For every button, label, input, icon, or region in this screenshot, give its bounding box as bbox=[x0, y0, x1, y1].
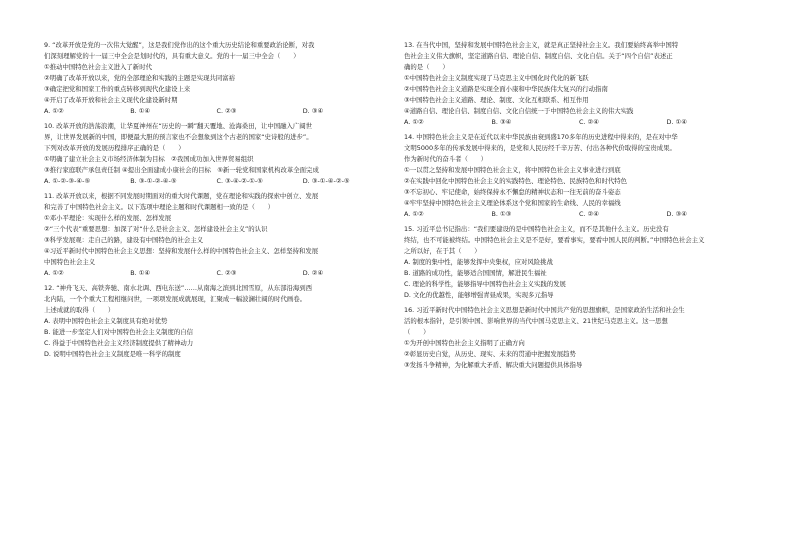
q12-option-c: C. 得益于中国特色社会主义经济制度提供了精神动力 bbox=[44, 339, 194, 347]
q15-option-b: B. 道路的成功性，能够适合国国情，解进民生福祉 bbox=[404, 269, 547, 277]
q16-item-1: ①为开创中国特色社会主义指明了正确方向 bbox=[404, 339, 525, 347]
q15-stem-line-1: 15. 习近平总书记指出：“我们要建设的是中国特色社会主义，而不是其他什么主义。历史没有 bbox=[404, 225, 669, 233]
q9-stem-line-1: 9. “改革开放是党的一次伟大觉醒”，这是我们党作出的这个重大历史结论和重要政治论断，对我 bbox=[44, 41, 315, 49]
question-14 bbox=[404, 132, 754, 220]
q13-stem-line-1: 13. 在当代中国，坚持和发展中国特色社会主义，就是真正坚持社会主义。我们要始终高举中国特 bbox=[404, 41, 679, 49]
q11-item-3: ③科学发展观：走自己的路，建设有中国特色的社会主义 bbox=[44, 236, 204, 244]
q9-option-b: B. ①④ bbox=[130, 107, 151, 115]
q10-stem-line-1: 10. 改革开放的浩荡浪潮，让华夏神州在“历史的一瞬”翻天覆地、沧海桑田，让中国融入广阔世 bbox=[44, 122, 313, 130]
q14-option-c: C. ②④ bbox=[579, 210, 599, 218]
question-9 bbox=[44, 40, 389, 117]
q11-item-2: ②“三个代表”重要思想：加深了对“什么是社会主义、怎样建设社会主义”的认识 bbox=[44, 225, 268, 233]
q16-stem-line-3: （ ） bbox=[404, 328, 430, 336]
q13-item-3: ③中国特色社会主义道路、理论、制度、文化互相联系、相互作用 bbox=[404, 96, 589, 104]
q13-option-d: D. ①④ bbox=[666, 118, 687, 126]
q11-options bbox=[44, 268, 389, 279]
q14-option-a: A. ①② bbox=[404, 210, 424, 218]
q12-stem-line-2: 北内陆，一个个重大工程相继问世，一项项发展成就展现，汇聚成一幅波澜壮阔的时代画卷。 bbox=[44, 295, 307, 303]
q9-item-2: ②明确了改革开放以来，党的全部理论和实践的主题是实现共同富裕 bbox=[44, 74, 236, 82]
q14-item-4: ④牢牢坚持中国特色社会主义理论体系这个党和国家的生命线、人民的幸福线 bbox=[404, 199, 621, 207]
q9-option-d: D. ③④ bbox=[302, 107, 324, 115]
q12-option-d: D. 说明中国特色社会主义制度是唯一科学的制度 bbox=[44, 350, 181, 358]
question-12 bbox=[44, 283, 389, 360]
q13-stem-line-3: 确的是（ ） bbox=[404, 63, 449, 71]
q13-options bbox=[404, 117, 754, 128]
q10-stem-line-2: 界，让世界发展新的中国，即便最大胆的预言家也不会想象到这个古老的国家“史诗般的进步”。 bbox=[44, 133, 313, 141]
q10-item-2: ③推行家庭联产承包责任制 ④提出全面建成小康社会的目标 ⑤新一轮党和国家机构改革全面完成 bbox=[44, 166, 319, 174]
q10-option-a: A. ①-②-③-④-⑤ bbox=[44, 177, 91, 185]
q12-stem-line-1: 12. “神舟飞天、高铁奔驰、南水北调、西电东送”……从南海之滨到北国雪原，从东部沿海到西 bbox=[44, 284, 313, 292]
q11-option-c: C. ②③ bbox=[216, 269, 237, 277]
q16-item-2: ②彰显历史自觉，从历史、现实、未来的贯通中把握发展趋势 bbox=[404, 350, 576, 358]
q11-item-4-cont: 中国特色社会主义 bbox=[44, 258, 96, 266]
q12-stem-line-3: 上述成就的取得（ ） bbox=[44, 306, 115, 314]
q13-item-1: ①中国特色社会主义制度实现了马克思主义中国化时代化的新飞跃 bbox=[404, 74, 589, 82]
question-16 bbox=[404, 305, 754, 371]
q16-stem-line-1: 16. 习近平新时代中国特色社会主义思想是新时代中国共产党的思想旗帜，是国家政治生活和社会生 bbox=[404, 306, 685, 314]
q13-option-b: B. ③④ bbox=[491, 118, 512, 126]
question-15 bbox=[404, 224, 754, 301]
q15-stem-line-2: 终结，也不可能被终结。中国特色社会主义是不是好，要看事实，要看中国人民的判断。”中国特色社会主义 bbox=[404, 236, 705, 244]
q9-option-c: C. ②③ bbox=[216, 107, 237, 115]
question-10 bbox=[44, 121, 389, 187]
q14-stem-line-2: 文明5000多年的传承发展中得来的，是党和人民历经千辛万苦、付出各种代价取得的宝贵成果。 bbox=[404, 144, 676, 152]
q11-option-d: D. ②④ bbox=[302, 269, 324, 277]
q11-option-a: A. ①② bbox=[44, 269, 64, 277]
q12-option-b: B. 能进一步坚定人们对中国特色社会主义制度的自信 bbox=[44, 328, 194, 336]
q11-stem-line-2: 和完善了中国特色社会主义。以下选项中理论主题和时代课题相一致的是（ ） bbox=[44, 203, 275, 211]
q15-option-c: C. 理论的科学性，能够指导中国特色社会主义实践的发展 bbox=[404, 280, 566, 288]
q15-option-d: D. 文化的优越性，能够增强青昼成果，实现多元指导 bbox=[404, 291, 554, 299]
q11-item-1: ①邓小平理论：实现什么样的发展、怎样发展 bbox=[44, 214, 172, 222]
q14-options bbox=[404, 209, 754, 220]
q14-stem-line-1: 14. 中国特色社会主义是在近代以来中华民族由衰到盛170多年的历史进程中得来的，是在对中华 bbox=[404, 133, 678, 141]
q13-option-c: C. ②④ bbox=[579, 118, 599, 126]
q9-option-a: A. ①② bbox=[44, 107, 64, 115]
q16-stem-line-2: 活的根本指针，是引领中国、影响世界的当代中国马克思主义、21世纪马克思主义。这一思想 bbox=[404, 317, 668, 325]
q9-item-3: ③确定把党和国家工作的重点转移到现代化建设上来 bbox=[44, 85, 191, 93]
q10-options bbox=[44, 176, 389, 187]
q14-item-3: ③不忘初心、牢记使命，始终保持永不懈怠的精神状态和一往无前的奋斗姿态 bbox=[404, 188, 621, 196]
q9-item-4: ④开启了改革开放和社会主义现代化建设新时期 bbox=[44, 96, 178, 104]
q14-option-b: B. ①③ bbox=[491, 210, 512, 218]
q10-item-1: ①明确了建立社会主义市场经济体制为目标 ②我国成功加入世界贸易组织 bbox=[44, 155, 254, 163]
question-11 bbox=[44, 191, 389, 279]
right-column bbox=[404, 40, 754, 371]
q11-item-4: ④习近平新时代中国特色社会主义思想：坚持和发展什么样的中国特色社会主义、怎样坚持和发展 bbox=[44, 247, 319, 255]
q10-option-b: B. ③-①-②-④-⑤ bbox=[130, 177, 177, 185]
q11-stem-line-1: 11. 改革开放以来，根据不同发展时期面对的重大时代课题，党在理论和实践的探索中创立、发展 bbox=[44, 192, 319, 200]
q9-options bbox=[44, 106, 389, 117]
question-13 bbox=[404, 40, 754, 128]
left-column bbox=[44, 40, 389, 360]
q14-stem-line-3: 作为新时代的奋斗者（ ） bbox=[404, 155, 488, 163]
q15-option-a: A. 制度的集中性，能够发挥中央集权，应对风险挑战 bbox=[404, 258, 553, 266]
q13-stem-line-2: 色社会主义伟大旗帜，坚定道路自信、理论自信、制度自信、文化自信。关于“四个自信”表述正 bbox=[404, 52, 673, 60]
q13-item-2: ②中国特色社会主义道路是实现全面小康和中华民族伟大复兴的行动指南 bbox=[404, 85, 608, 93]
q12-option-a: A. 表明中国特色社会主义制度具有绝对优势 bbox=[44, 317, 168, 325]
q9-item-1: ①推动中国特色社会主义进入了新时代 bbox=[44, 63, 152, 71]
q13-option-a: A. ①② bbox=[404, 118, 424, 126]
q16-item-3: ③发扬斗争精神，为化解重大矛盾、解决重大问题提供具体指导 bbox=[404, 361, 583, 369]
q14-option-d: D. ③④ bbox=[666, 210, 687, 218]
q14-item-2: ②在实践中回化中国特色社会主义的实践特色、理论特色、民族特色和时代特色 bbox=[404, 177, 628, 185]
q10-option-c: C. ③-④-②-①-⑤ bbox=[216, 177, 263, 185]
q14-item-1: ①一以贯之坚持和发展中国特色社会主义，将中国特色社会主义事业进行到底 bbox=[404, 166, 621, 174]
q10-option-d: D. ③-①-④-②-⑤ bbox=[302, 177, 350, 185]
q10-stem-line-3: 下列对改革开放的发展历程排序正确的是（ ） bbox=[44, 144, 185, 152]
q9-stem-line-2: 们深刻理解党的十一届三中全会是划时代的，具有重大意义。党的十一届三中全会（ ） bbox=[44, 52, 300, 60]
q13-item-4: ④道路自信、理论自信、制度自信、文化自信统一于中国特色社会主义的伟大实践 bbox=[404, 107, 634, 115]
q11-option-b: B. ①④ bbox=[130, 269, 151, 277]
q15-stem-line-3: 之所以好，在于其（ ） bbox=[404, 247, 481, 255]
